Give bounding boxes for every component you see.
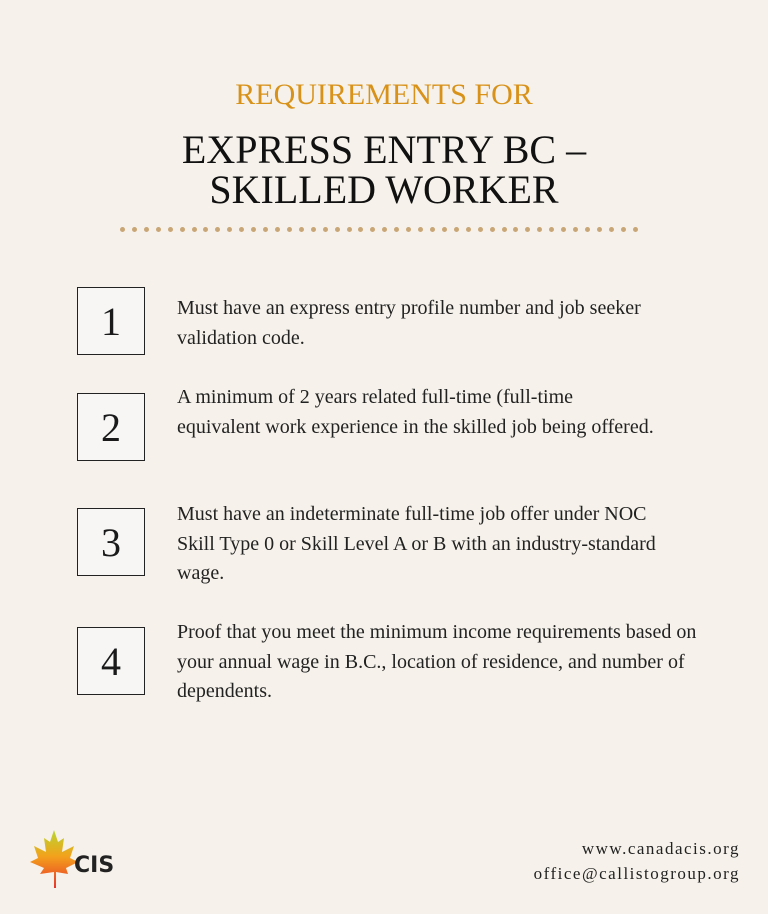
divider-dot bbox=[525, 227, 530, 232]
divider-dot bbox=[215, 227, 220, 232]
divider-dot bbox=[537, 227, 542, 232]
divider-dot bbox=[275, 227, 280, 232]
divider-dot bbox=[561, 227, 566, 232]
divider-dot bbox=[311, 227, 316, 232]
divider-dot bbox=[621, 227, 626, 232]
divider-dot bbox=[502, 227, 507, 232]
divider-dot bbox=[335, 227, 340, 232]
divider-dot bbox=[156, 227, 161, 232]
divider-dot bbox=[299, 227, 304, 232]
divider-dot bbox=[287, 227, 292, 232]
divider-dot bbox=[132, 227, 137, 232]
maple-leaf-icon bbox=[28, 828, 118, 892]
divider-dot bbox=[490, 227, 495, 232]
divider-dot bbox=[513, 227, 518, 232]
requirement-number-box: 1 bbox=[77, 287, 145, 355]
requirement-number-box: 2 bbox=[77, 393, 145, 461]
requirement-text: Proof that you meet the minimum income requirements based on your annual wage in B.C., location of residence, and number of dependents. bbox=[177, 621, 697, 702]
divider-dot bbox=[382, 227, 387, 232]
divider-dot bbox=[418, 227, 423, 232]
contact-info bbox=[534, 836, 740, 886]
subtitle: REQUIREMENTS FOR bbox=[235, 78, 533, 111]
divider-dot bbox=[263, 227, 268, 232]
requirement-number-box: 3 bbox=[77, 508, 145, 576]
page-title bbox=[0, 127, 768, 212]
divider-dot bbox=[609, 227, 614, 232]
email-link[interactable]: office@callistogroup.org bbox=[533, 864, 740, 883]
divider-dot bbox=[430, 227, 435, 232]
requirement-text: Must have an indeterminate full-time job offer under NOC Skill Type 0 or Skill Level A or B with an industry-standard wage. bbox=[177, 503, 656, 584]
divider-dot bbox=[323, 227, 328, 232]
divider-dot bbox=[203, 227, 208, 232]
svg-text:CIS: CIS bbox=[74, 853, 115, 878]
divider-dot bbox=[370, 227, 375, 232]
title-line-1: EXPRESS ENTRY BC – bbox=[181, 127, 587, 172]
divider-dot bbox=[120, 227, 125, 232]
divider-dot bbox=[573, 227, 578, 232]
divider-dot bbox=[394, 227, 399, 232]
divider-dot bbox=[585, 227, 590, 232]
divider-dot bbox=[633, 227, 638, 232]
requirement-number-box: 4 bbox=[77, 627, 145, 695]
divider-dot bbox=[180, 227, 185, 232]
website-link[interactable]: www.canadacis.org bbox=[581, 839, 740, 858]
divider-dot bbox=[597, 227, 602, 232]
divider-dot bbox=[192, 227, 197, 232]
requirement-text: A minimum of 2 years related full-time (full-time equivalent work experience in the skilled job being offered. bbox=[177, 386, 654, 438]
divider-dot bbox=[406, 227, 411, 232]
divider-dot bbox=[478, 227, 483, 232]
divider-dot bbox=[358, 227, 363, 232]
divider-dot bbox=[227, 227, 232, 232]
divider-dot bbox=[466, 227, 471, 232]
requirement-text: Must have an express entry profile number and job seeker validation code. bbox=[177, 297, 641, 349]
divider-dot bbox=[144, 227, 149, 232]
divider-dot bbox=[168, 227, 173, 232]
divider-dot bbox=[549, 227, 554, 232]
divider-dot bbox=[251, 227, 256, 232]
divider-dot bbox=[442, 227, 447, 232]
title-line-2: SKILLED WORKER bbox=[209, 167, 559, 212]
dotted-divider bbox=[120, 227, 638, 233]
cis-logo bbox=[28, 828, 118, 892]
divider-dot bbox=[347, 227, 352, 232]
divider-dot bbox=[454, 227, 459, 232]
divider-dot bbox=[239, 227, 244, 232]
